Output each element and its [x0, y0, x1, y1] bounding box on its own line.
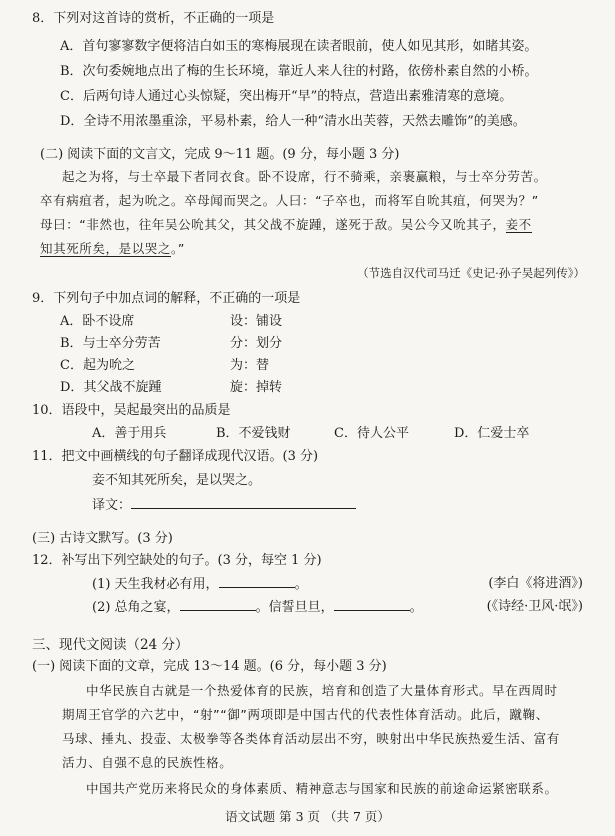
modern-line-5: 中国共产党历来将民众的身体素质、精神意志与国家和民族的前途命运紧密联系。: [86, 781, 558, 796]
q9-stem: 9．下列句子中加点词的解释，不正确的一项是: [32, 291, 301, 306]
q12-blank-2: [180, 598, 256, 611]
q10-option-a: A．善于用兵: [92, 426, 167, 441]
q12-source-1: (李白《将进酒》): [488, 576, 583, 591]
passage-line-2: 卒有病疽者，起为吮之。卒母闻而哭之。人曰：“子卒也，而将军自吮其疽，何哭为？”: [40, 193, 539, 208]
q11-stem: 11．把文中画横线的句子翻译成现代汉语。(3 分): [32, 449, 319, 464]
q8-option-d: D．全诗不用浓墨重涂，平易朴素，给人一种“清水出芙蓉，天然去雕饰”的美感。: [60, 114, 526, 129]
underlined-sentence-part-2: 知其死所矣，是以哭之: [40, 241, 172, 256]
q12-line-2: (2) 总角之宴， 。信誓旦旦， 。: [92, 600, 423, 615]
q10-option-b: B．不爱钱财: [216, 426, 291, 441]
q12-line-1: (1) 天生我材必有用， 。: [92, 577, 308, 592]
q9-gloss-c: 为：替: [230, 358, 270, 373]
section-3-1-title: (一) 阅读下面的文章，完成 13～14 题。(6 分，每小题 3 分): [32, 659, 387, 674]
page-footer: 语文试题 第 3 页 （共 7 页）: [225, 809, 390, 824]
q9-option-d: D．其父战不旋踵: [60, 380, 162, 395]
q9-option-a: A．卧不设席: [60, 314, 135, 329]
q9-gloss-d: 旋：掉转: [230, 380, 283, 395]
q10-option-c: C．待人公平: [334, 426, 409, 441]
q12-source-2: (《诗经·卫风·氓》): [486, 599, 583, 614]
passage-line-1: 起之为将，与士卒最下者同衣食。卧不设席，行不骑乘，亲裹赢粮，与士卒分劳苦。: [62, 169, 547, 184]
part-3-title: 三、现代文阅读（24 分）: [32, 637, 189, 653]
underlined-sentence-part-1: 妾不: [505, 217, 532, 232]
q8-option-c: C．后两句诗人通过心头惊疑，突出梅开“早”的特点，营造出素雅清寒的意境。: [60, 89, 513, 104]
section-3-title: (三) 古诗文默写。(3 分): [32, 531, 173, 546]
q8-stem: 8．下列对这首诗的赏析，不正确的一项是: [32, 11, 275, 26]
q9-option-b: B．与士卒分劳苦: [60, 336, 161, 351]
q11-answer-line: 译文：: [92, 496, 356, 515]
q8-option-a: A．首句寥寥数字便将洁白如玉的寒梅展现在读者眼前，使人如见其形，如睹其姿。: [60, 39, 538, 54]
passage-line-4: 知其死所矣，是以哭之。”: [40, 241, 185, 256]
q9-option-c: C．起为吮之: [60, 358, 135, 373]
q10-stem: 10．语段中，吴起最突出的品质是: [32, 403, 231, 418]
passage-line-3: 母曰：“非然也，往年吴公吮其父，其父战不旋踵，遂死于敌。吴公今又吮其子，妾不: [40, 217, 532, 232]
q10-option-d: D．仁爱士卒: [454, 426, 530, 441]
passage-source: （节选自汉代司马迁《史记·孙子吴起列传》）: [357, 266, 585, 280]
q9-gloss-b: 分：划分: [230, 336, 283, 351]
modern-line-2: 期周王官学的六艺中，“射”“御”两项即是中国古代的代表性体育活动。此后，蹴鞠、: [62, 707, 549, 722]
q11-sentence: 妾不知其死所矣，是以哭之。: [92, 473, 262, 488]
q9-gloss-a: 设：铺设: [230, 314, 283, 329]
q12-blank-3: [334, 598, 410, 611]
q11-answer-blank: [131, 496, 356, 509]
modern-line-4: 活力、自强不息的民族性格。: [62, 755, 233, 770]
modern-line-1: 中华民族自古就是一个热爱体育的民族，培育和创造了大量体育形式。早在西周时: [86, 683, 558, 698]
q12-stem: 12．补写出下列空缺处的句子。(3 分，每空 1 分): [32, 553, 322, 568]
q12-blank-1: [219, 575, 295, 588]
modern-line-3: 马球、捶丸、投壶、太极拳等各类体育活动层出不穷，映射出中华民族热爱生活、富有: [62, 731, 560, 746]
section-2-title: (二) 阅读下面的文言文，完成 9～11 题。(9 分，每小题 3 分): [40, 147, 400, 162]
q8-option-b: B．次句委婉地点出了梅的生长环境，靠近人来人往的村路，依傍朴素自然的小桥。: [60, 64, 538, 79]
